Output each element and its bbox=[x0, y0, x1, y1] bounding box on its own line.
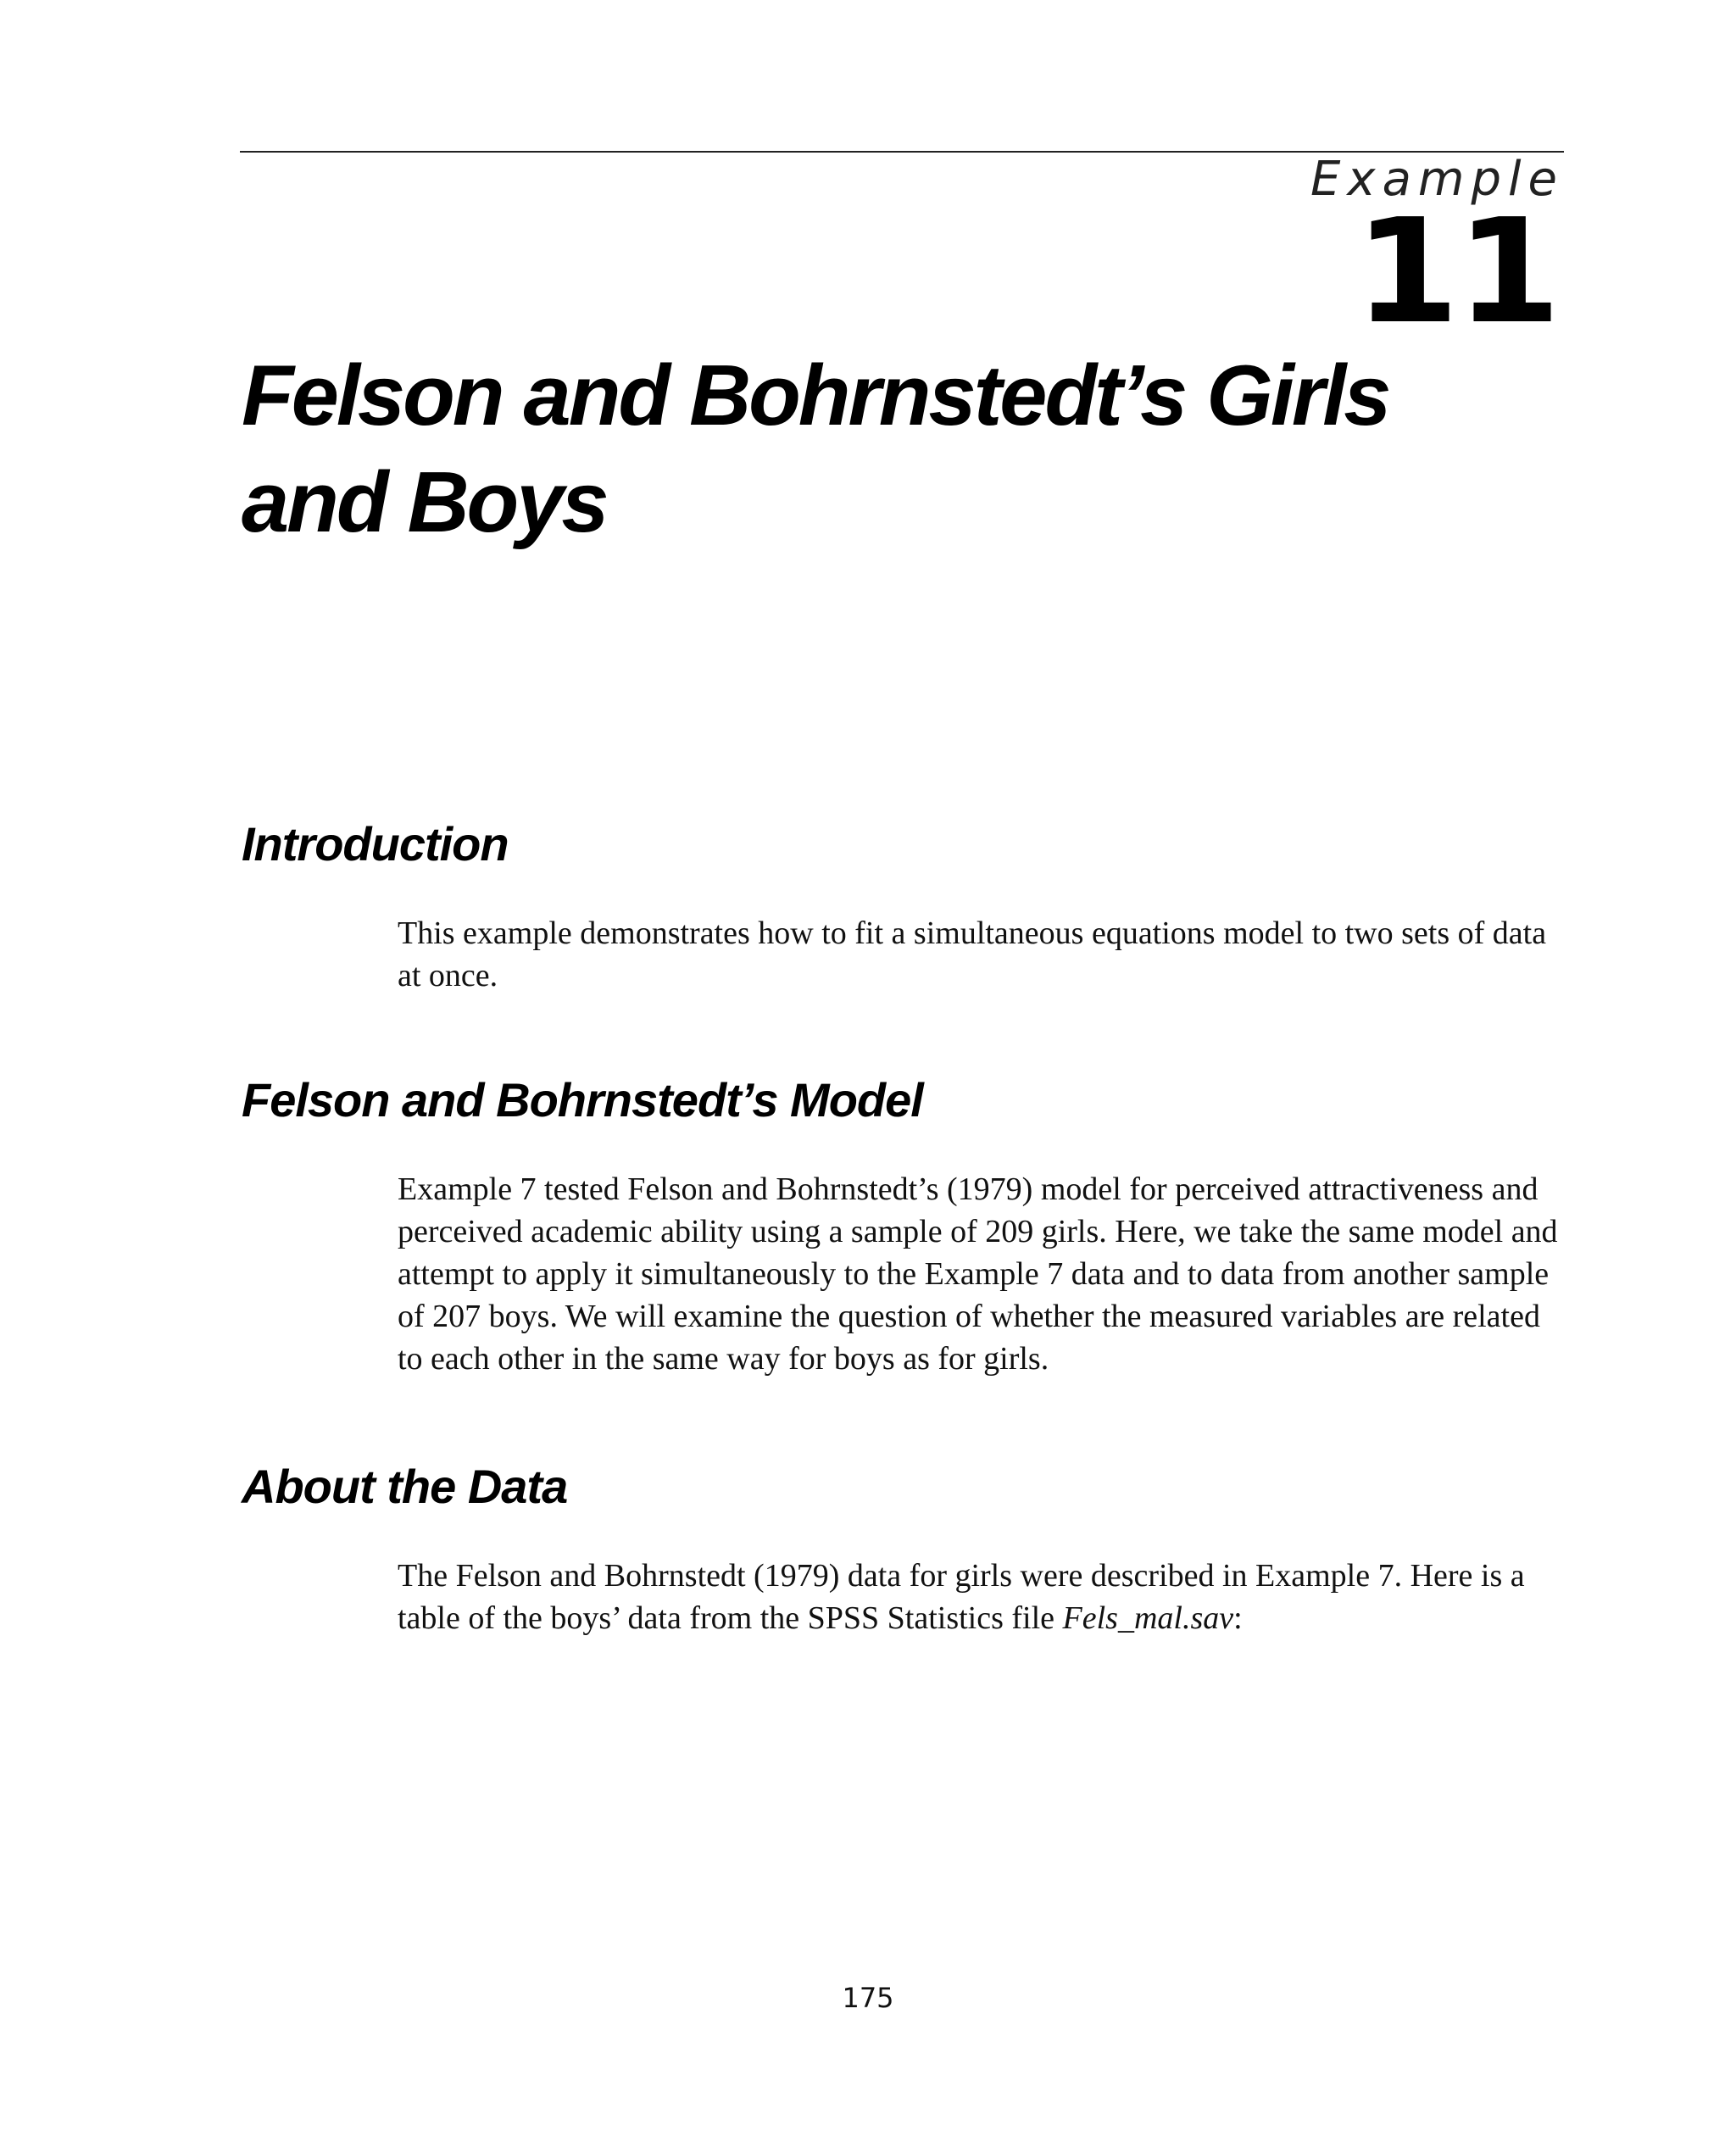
about-data-suffix: : bbox=[1233, 1600, 1243, 1636]
about-data-text: The Felson and Bohrnstedt (1979) data for girls were described in Example 7. Here is a table of the boys’ data from the SPSS Statistics file bbox=[398, 1558, 1525, 1636]
model-paragraph: Example 7 tested Felson and Bohrnstedt’s (1979) model for perceived attractiveness and perceived academic ability using a sample of 209 girls. Here, we take the same model and attempt to apply it simultaneously to the Example 7 data and to data from another sample of 207 boys. We will examine the question of whether the measured variables are related to each other in the same way for boys as for girls. bbox=[398, 1171, 1558, 1377]
section-heading-model: Felson and Bohrnstedt’s Model bbox=[242, 1073, 923, 1127]
section-heading-about-data: About the Data bbox=[242, 1460, 568, 1513]
chapter-number: 11 bbox=[1354, 188, 1558, 356]
data-filename: Fels_mal.sav bbox=[1062, 1600, 1234, 1636]
introduction-paragraph: This example demonstrates how to fit a simultaneous equations model to two sets of data at once. bbox=[398, 915, 1547, 993]
section-heading-introduction: Introduction bbox=[242, 817, 509, 871]
page-number: 175 bbox=[842, 1982, 894, 2014]
chapter-title: Felson and Bohrnstedt’s Girls and Boys bbox=[242, 348, 1389, 550]
example-label: Example bbox=[1310, 152, 1564, 207]
about-data-paragraph bbox=[398, 1555, 1567, 1639]
